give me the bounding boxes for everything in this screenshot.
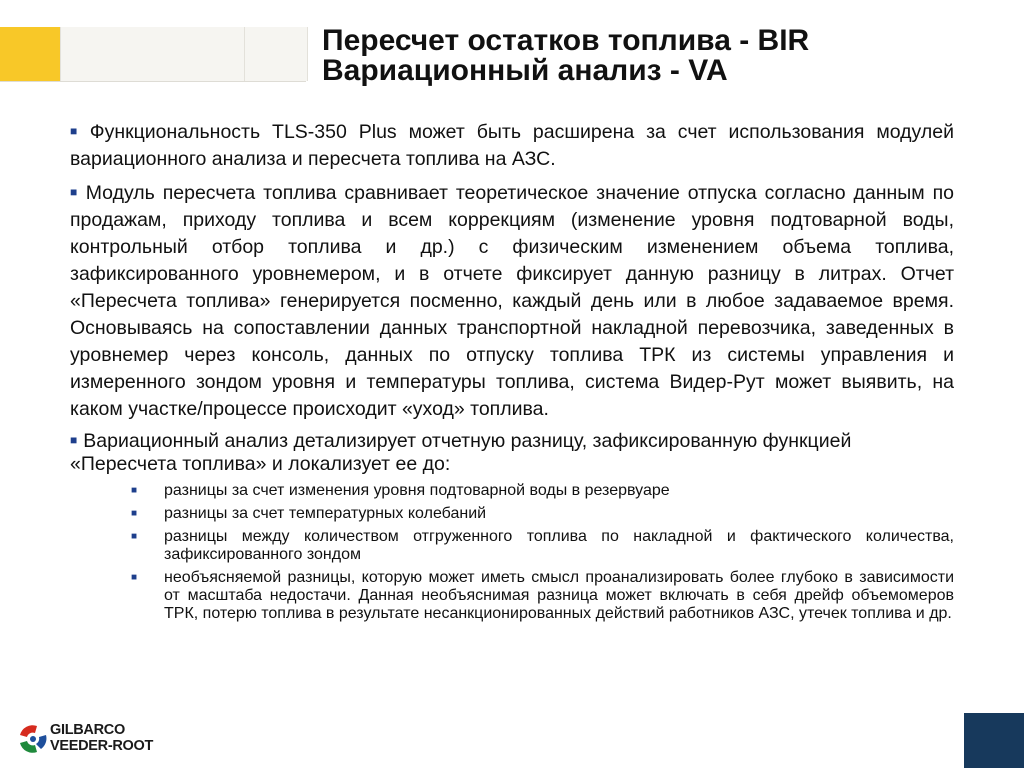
page-title xyxy=(322,26,809,86)
company-logo-text xyxy=(50,722,153,754)
bullet-paragraph xyxy=(70,179,954,423)
square-bullet-icon: ■ xyxy=(70,433,78,447)
square-bullet-icon: ■ xyxy=(70,185,80,199)
title-line-1: Пересчет остатков топлива - BIR xyxy=(322,24,810,57)
sub-bullet-item xyxy=(131,482,954,500)
bullet-paragraph xyxy=(70,118,954,173)
logo-line-2: VEEDER-ROOT xyxy=(50,738,154,754)
sub-bullet-list xyxy=(70,482,954,623)
sub-bullet-item xyxy=(131,528,954,564)
sub-bullet-text: разницы между количеством отгруженного топлива по накладной и фактического количества, зафиксированного зондом xyxy=(164,528,954,563)
sub-bullet-text: разницы за счет изменения уровня подтоварной воды в резервуаре xyxy=(164,482,670,499)
sub-bullet-text: необъясняемой разницы, которую может иметь смысл проанализировать более глубоко в зависимости от масштаба недостачи. Данная необъяснимая разница может включать в себя дрейф объемомеров ТРК, потерю топлива в результате несанкционированных действий работников АЗС, утечек топлива и др. xyxy=(164,569,954,622)
bullet-text: Функциональность TLS-350 Plus может быть расширена за счет использования модулей вариационного анализа и пересчета топлива на АЗС. xyxy=(70,121,954,170)
header-accent-box xyxy=(244,27,308,81)
sub-bullet-text: разницы за счет температурных колебаний xyxy=(164,505,487,522)
square-bullet-icon: ■ xyxy=(131,531,138,542)
bullet-paragraph xyxy=(70,429,954,476)
sub-bullet-item xyxy=(131,505,954,523)
square-bullet-icon: ■ xyxy=(131,572,138,583)
logo-line-1: GILBARCO xyxy=(50,722,125,738)
title-line-2: Вариационный анализ - VA xyxy=(322,54,728,87)
footer-corner-block xyxy=(964,713,1024,768)
bullet-text: Модуль пересчета топлива сравнивает теоретическое значение отпуска согласно данным по продажам, приходу топлива и всем коррекциям (изменение уровня подтоварной воды, контрольный отбор топлива и др.) с физическим изменением объема топлива, зафиксированного уровнемером, и в отчете фиксирует данную разницу в литрах. Отчет «Пересчета топлива» генерируется посменно, каждый день или в любое задаваемое время. Основываясь на сопоставлении данных транспортной накладной перевозчика, заведенных в уровнемер через консоль, данных по отпуску топлива ТРК из системы управления и измеренного зондом уровня и температуры топлива, система Видер-Рут может выявить, на каком участке/процессе происходит «уход» топлива. xyxy=(70,182,954,420)
square-bullet-icon: ■ xyxy=(131,485,138,496)
square-bullet-icon: ■ xyxy=(131,508,138,519)
bullet-text: Вариационный анализ детализирует отчетную разницу, зафиксированную функцией «Пересчета топлива» и локализует ее до: xyxy=(70,430,852,475)
header-divider xyxy=(0,81,306,82)
sub-bullet-item xyxy=(131,569,954,623)
header-accent-box xyxy=(60,27,244,81)
square-bullet-icon: ■ xyxy=(70,124,84,138)
header-accent-yellow xyxy=(0,27,60,81)
slide-content xyxy=(70,118,954,628)
